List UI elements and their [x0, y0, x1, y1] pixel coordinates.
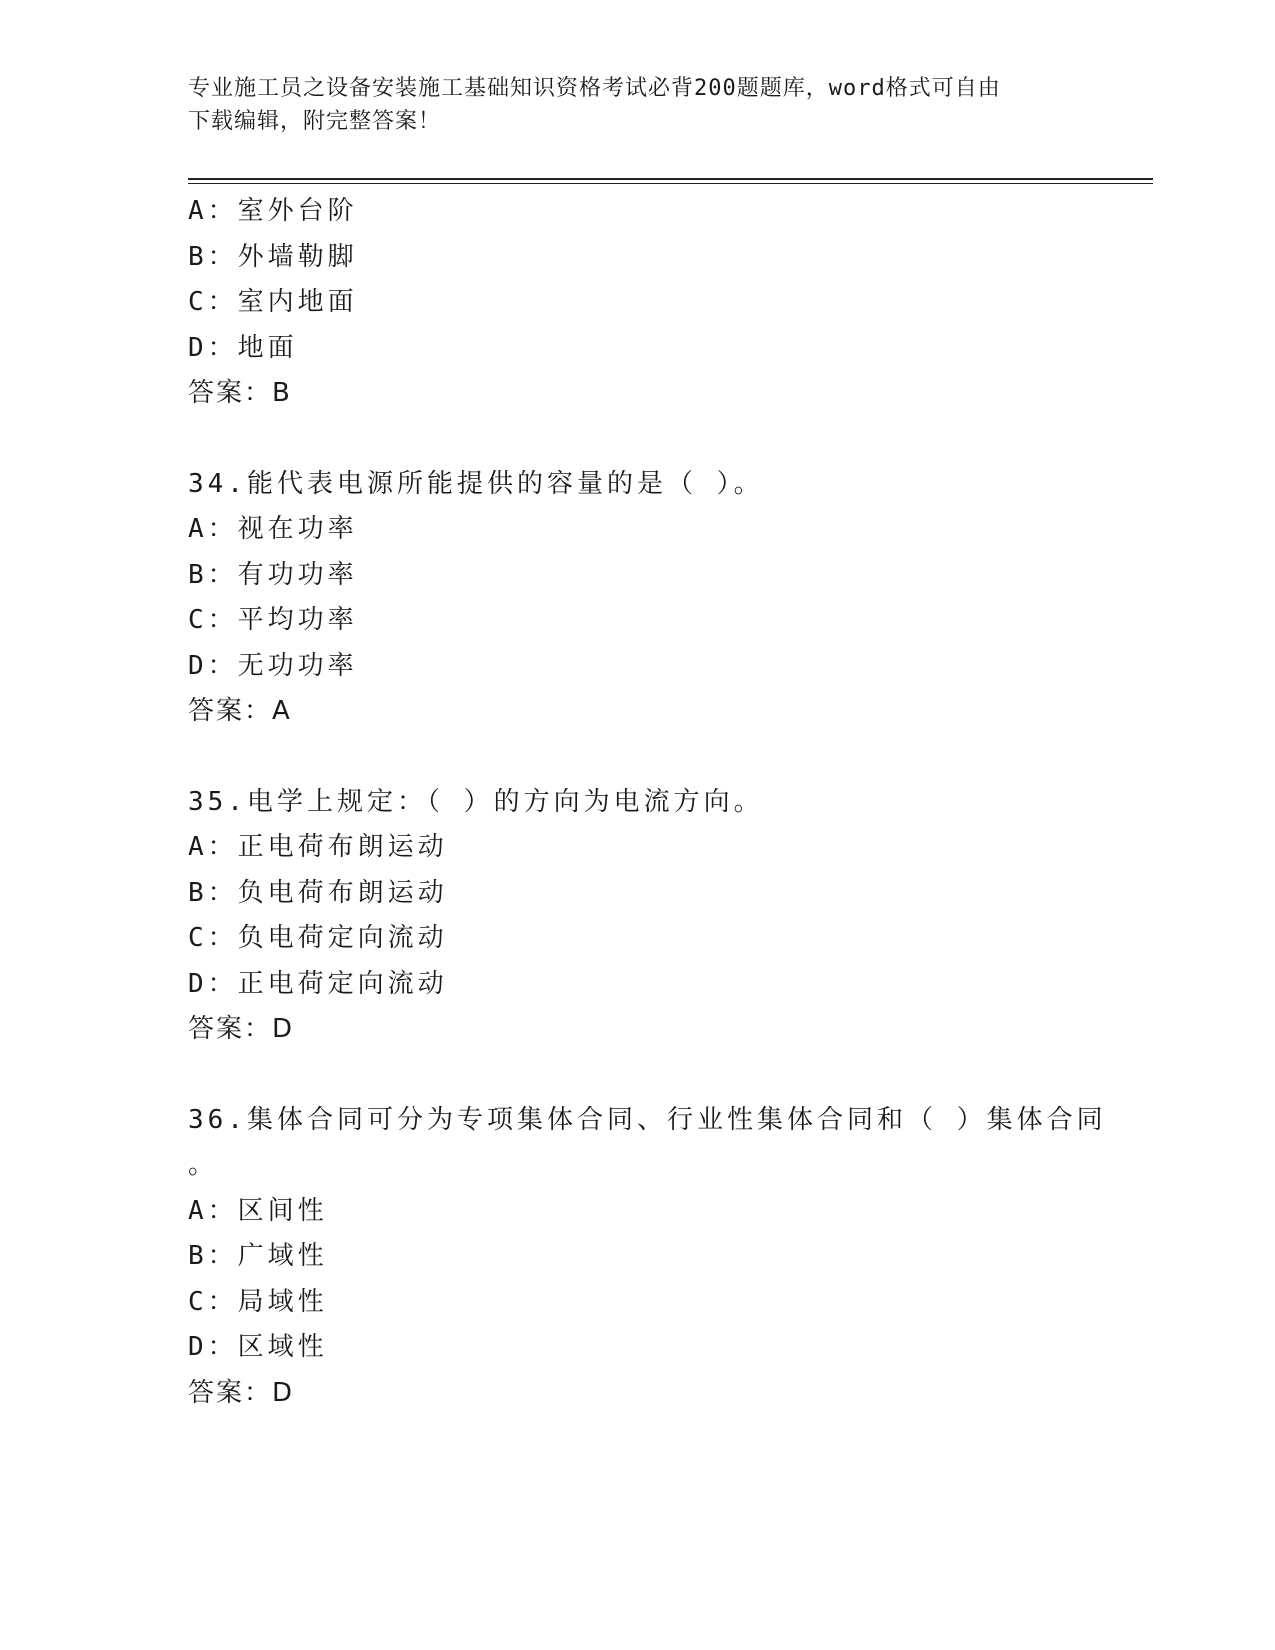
- answer: 答案：A: [188, 696, 292, 726]
- option-b: B：负电荷布朗运动: [188, 877, 448, 908]
- option-a: A：正电荷布朗运动: [188, 832, 448, 862]
- option-b: B：有功功率: [188, 559, 358, 590]
- question-stem: 34.能代表电源所能提供的容量的是（ ）。: [188, 468, 764, 499]
- document-header: [188, 72, 1068, 138]
- option-d: D：区域性: [188, 1332, 328, 1362]
- answer: 答案：B: [188, 378, 292, 408]
- question-34: [188, 462, 1088, 735]
- option-a: A：区间性: [188, 1195, 328, 1226]
- question-stem: 35.电学上规定：（ ）的方向为电流方向。: [188, 786, 764, 817]
- option-c: C：平均功率: [188, 605, 358, 635]
- question-stem-line-1: 36.集体合同可分为专项集体合同、行业性集体合同和（ ）集体合同: [188, 1104, 1107, 1135]
- header-line-2: 下载编辑，附完整答案！: [188, 109, 442, 134]
- option-d: D：正电荷定向流动: [188, 968, 448, 999]
- question-33: [188, 189, 1088, 417]
- header-divider: [188, 178, 1153, 184]
- question-stem-line-2: 。: [188, 1150, 219, 1180]
- question-35: [188, 780, 1088, 1053]
- option-a: A：室外台阶: [188, 196, 358, 226]
- answer: 答案：D: [188, 1014, 295, 1044]
- option-a: A：视在功率: [188, 514, 358, 544]
- question-list: [188, 189, 1107, 1416]
- option-d: D：地面: [188, 332, 298, 363]
- option-c: C：局域性: [188, 1286, 328, 1317]
- answer: 答案：D: [188, 1377, 295, 1408]
- option-c: C：负电荷定向流动: [188, 923, 448, 953]
- question-36: [188, 1098, 1107, 1417]
- option-d: D：无功功率: [188, 650, 358, 681]
- option-c: C：室内地面: [188, 287, 358, 317]
- option-b: B：外墙勒脚: [188, 241, 358, 272]
- header-line-1: 专业施工员之设备安装施工基础知识资格考试必背200题题库，word格式可自由: [188, 76, 1001, 101]
- option-b: B：广域性: [188, 1241, 328, 1271]
